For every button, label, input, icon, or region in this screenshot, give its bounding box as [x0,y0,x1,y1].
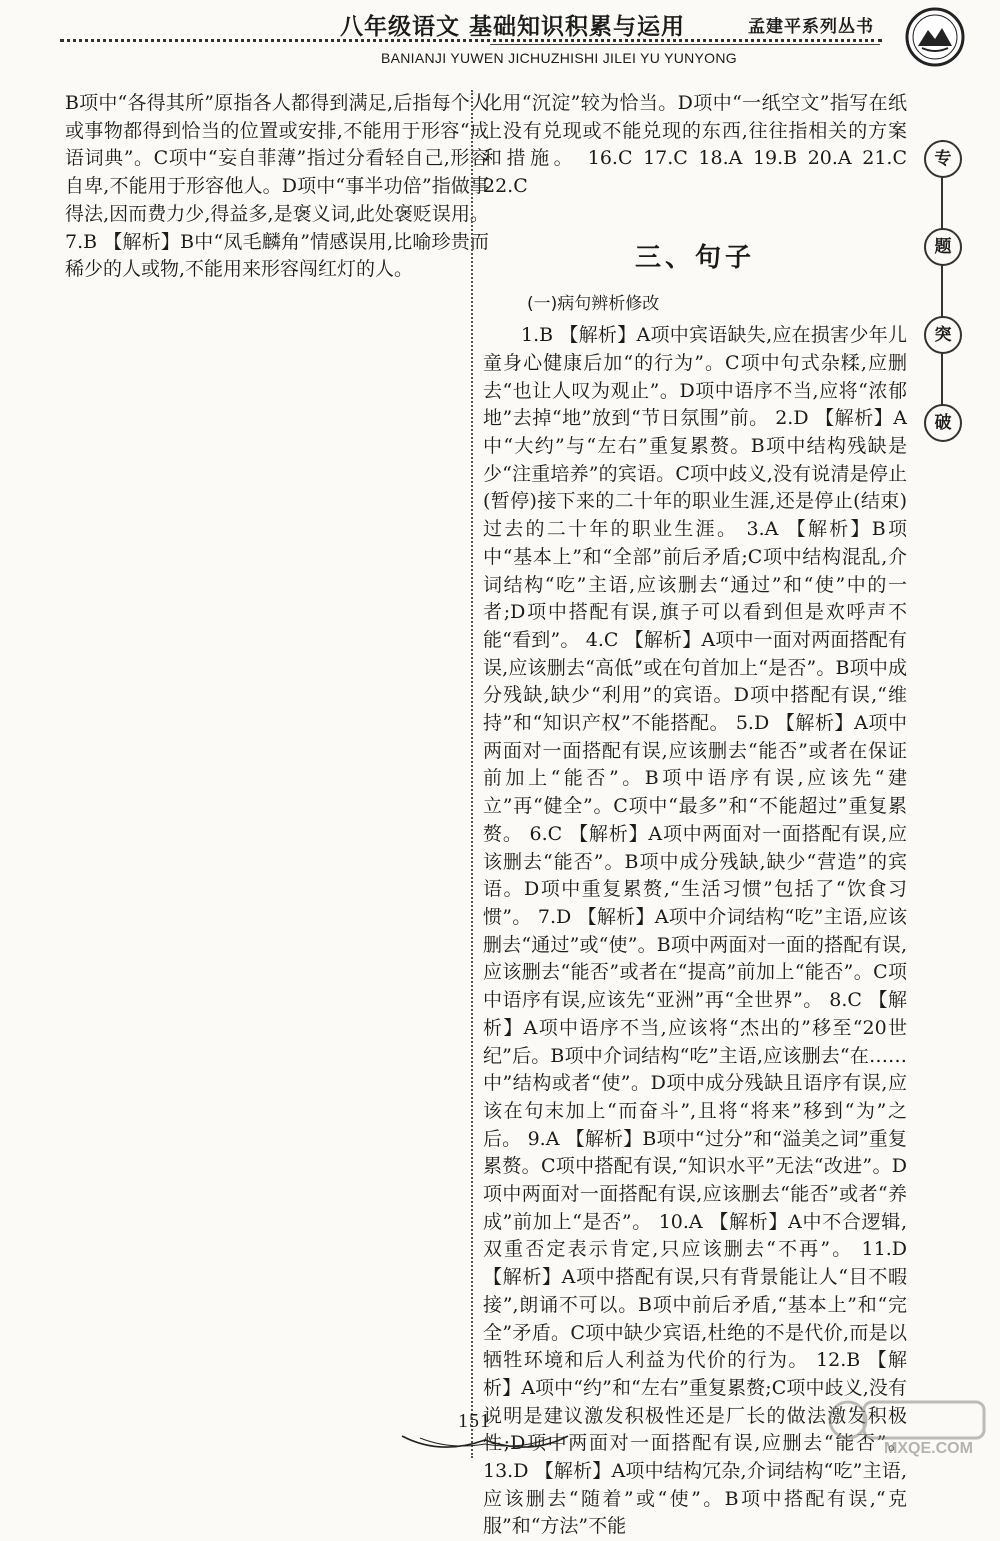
header-divider [60,39,882,42]
book-title: 八年级语文 基础知识积累与运用 [340,14,686,40]
footer-ornament-icon [400,1430,570,1456]
column-divider [471,90,473,1458]
page-header [0,0,1000,86]
left-column [65,90,489,284]
publisher-logo-icon [904,6,966,68]
side-tab-3: 突 [924,316,962,354]
right-column [483,90,907,1541]
answer-paragraph: B项中“各得其所”原指各人都得到满足,后指每个人或事物都得到恰当的位置或安排,不能用于形容“成语词典”。C项中“妄自菲薄”指过分看轻自己,形容自卑,不能用于形容他人。D项中“事半功倍”指做事得法,因而费力少,得益多,是褒义词,此处褒贬误用。 7.B 【解析】B中“凤毛麟角”情感误用,比喻珍贵而稀少的人或物,不能用来形容闯红灯的人。 [65,92,489,281]
subsection-heading: (一)病句辨析修改 [527,293,660,314]
watermark-logo-icon [824,1398,994,1444]
page-number: 151 [458,1410,491,1432]
answer-paragraph: 化用“沉淀”较为恰当。D项中“一纸空文”指写在纸上没有兑现或不能兑现的东西,往往指相关的方案和措施。 16.C 17.C 18.A 19.B 20.A 21.C 22.C [483,92,907,198]
answer-paragraph: 1.B 【解析】A项中宾语缺失,应在损害少年儿童身心健康后加“的行为”。C项中句式杂糅,应删去“也让人叹为观止”。D项中语序不当,应将“浓郁地”去掉“地”放到“节日氛围”前。 2.D 【解析】A中“大约”与“左右”重复累赘。B项中结构残缺是少“注重培养”的宾语。C项中歧义,没有说清是停止(暂停)接下来的二十年的职业生涯,还是停止(结束)过去的二十年的职业生涯。 3.A 【解析】B项中“基本上”和“全部”前后矛盾;C项中结构混乱,介词结构“吃”主语,应该删去“通过”和“使”中的一者;D项中搭配有误,旗子可以看到但是欢呼声不能“看到”。 4.C 【解析】A项中一面对两面搭配有误,应该删去“高低”或在句首加上“是否”。B项中成分残缺,缺少“利用”的宾语。D项中搭配有误,“维持”和“知识产权”不能搭配。 5.D 【解析】A项中两面对一面搭配有误,应该删去“能否”或者在保证前加上“能否”。B项中语序有误,应该先“建立”再“健全”。C项中“最多”和“不能超过”重复累赘。 6.C 【解析】A项中两面对一面搭配有误,应该删去“能否”。B项中成分残缺,缺少“营造”的宾语。D项中重复累赘,“生活习惯”包括了“饮食习惯”。 7.D 【解析】A项中介词结构“吃”主语,应该删去“通过”或“使”。B项中两面对一面的搭配有误,应该删去“能否”或者在“提高”前加上“能否”。C项中语序有误,应该先“亚洲”再“全世界”。 8.C 【解析】A项中语序不当,应该将“杰出的”移至“20世纪”后。B项中介词结构“吃”主语,应该删去“在……中”结构或者“使”。D项中成分残缺且语序有误,应该在句末加上“而奋斗”,且将“将来”移到“为”之后。 9.A 【解析】B项中“过分”和“溢美之词”重复累赘。C项中搭配有误,“知识水平”无法“改进”。D项中两面对一面搭配有误,应该删去“能否”或者“养成”前加上“是否”。 10.A 【解析】A中不合逻辑,双重否定表示肯定,只应该删去“不再”。 11.D 【解析】A项中搭配有误,只有背景能让人“目不暇接”,朗诵不可以。B项中前后矛盾,“基本上”和“完全”矛盾。C项中缺少宾语,杜绝的不是代价,而是以牺牲环境和后人利益为代价的行为。 12.B 【解析】A项中“约”和“左右”重复累赘;C项中歧义,没有说明是建议激发积极性还是厂长的做法激发积极性;D项中两面对一面搭配有误,应删去“能否”。 13.D 【解析】A项中结构冗杂,介词结构“吃”主语,应该删去“随着”或“使”。B项中搭配有误,“克服”和“方法”不能 [483,324,907,1538]
side-tab-1: 专 [924,140,962,178]
watermark [824,1398,994,1464]
series-name: 孟建平系列丛书 [748,17,874,37]
watermark-text: MXQE.COM [884,1440,973,1457]
side-tab-2: 题 [924,228,962,266]
header-underline [490,44,880,45]
side-tab-4: 破 [924,404,962,442]
section-heading: 三、句子 [634,242,755,273]
side-tab-line [941,140,943,440]
book-title-pinyin: BANIANJI YUWEN JICHUZHISHI JILEI YU YUNYONG [381,50,737,66]
